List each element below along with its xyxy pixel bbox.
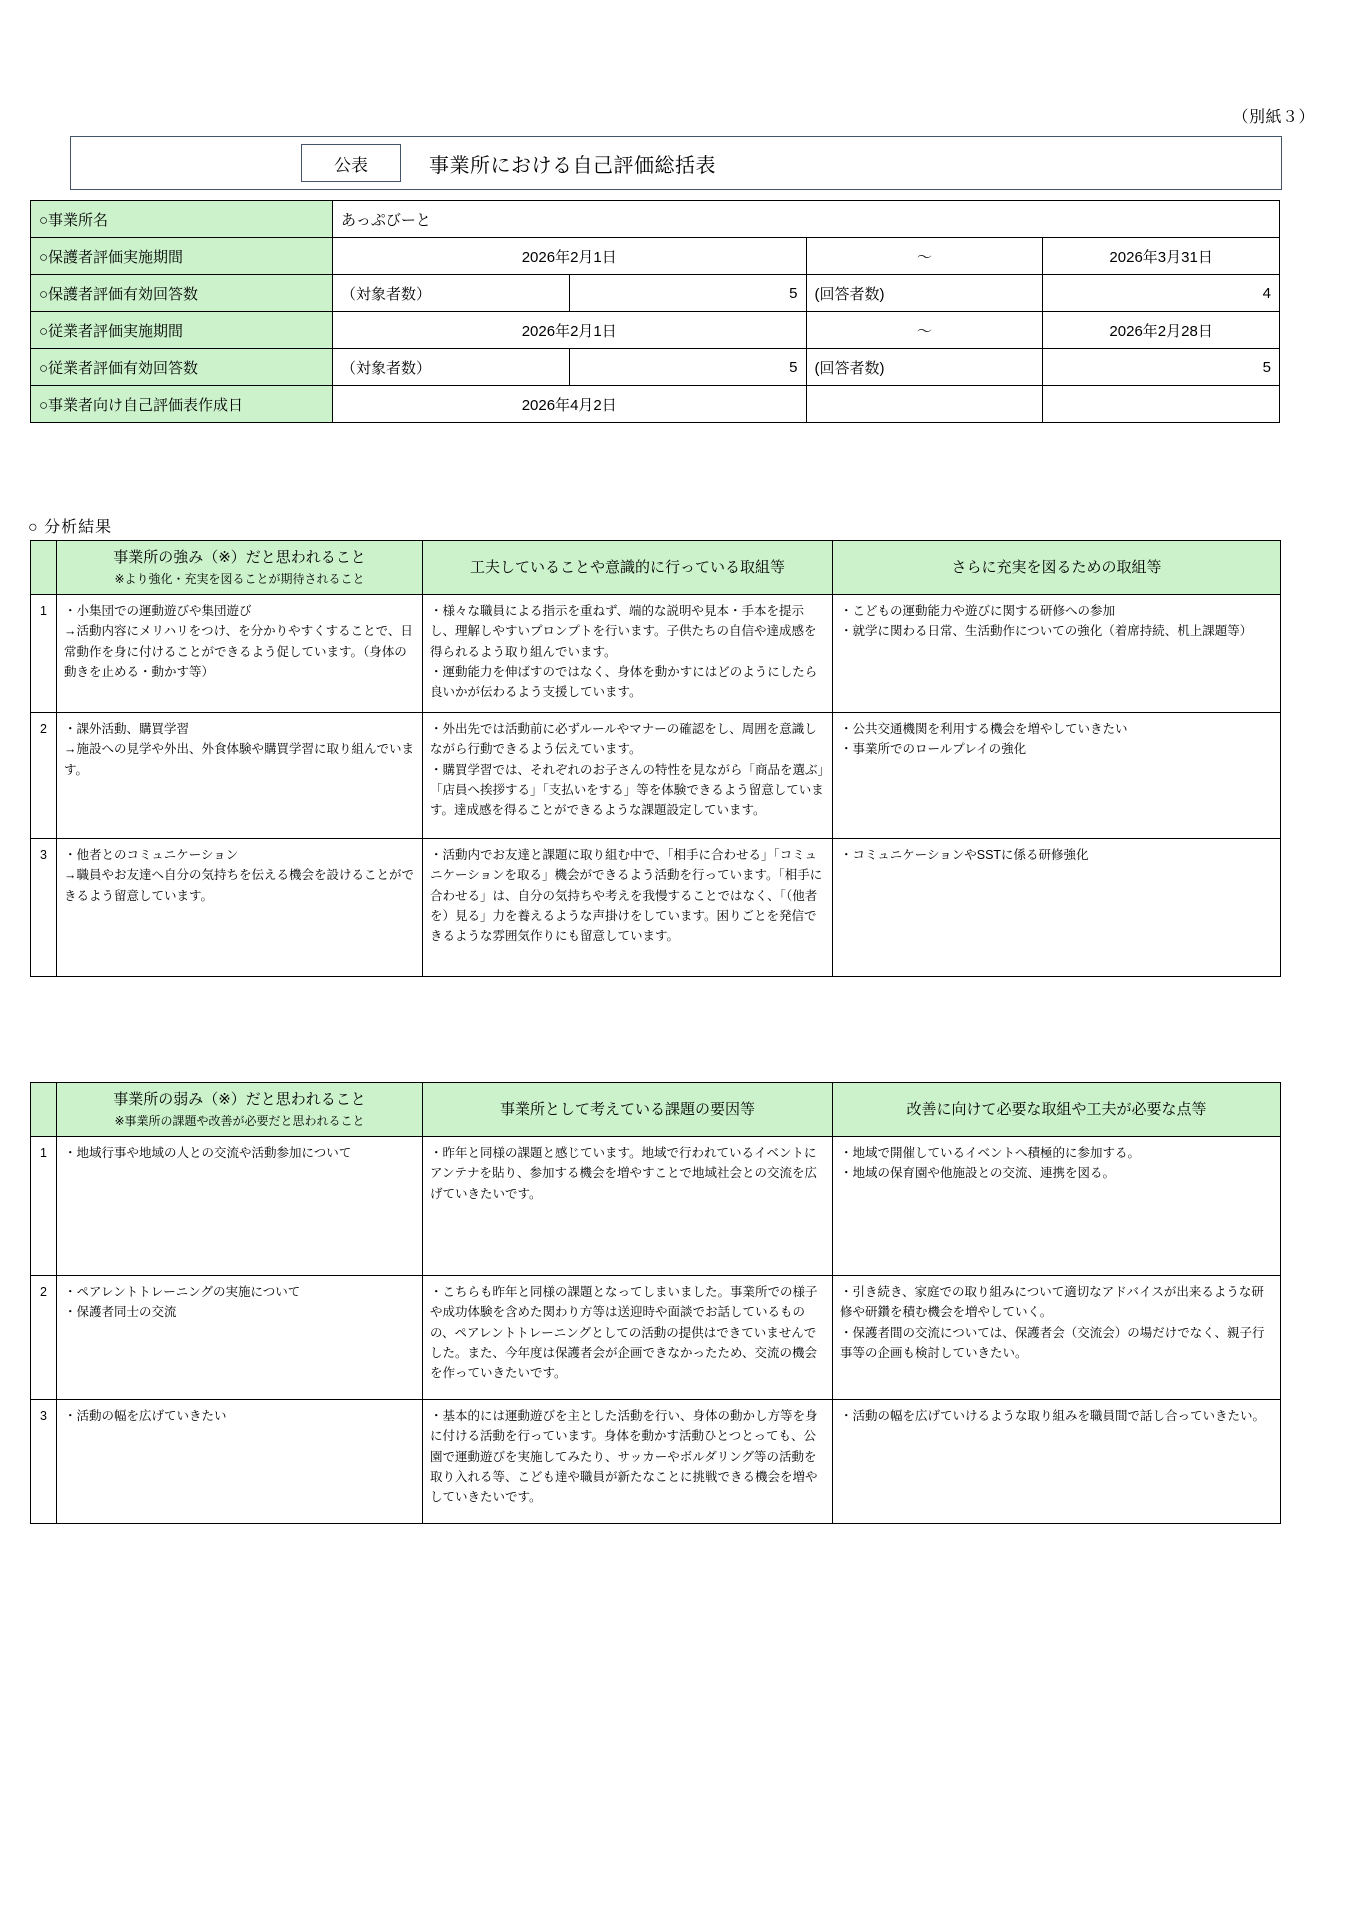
strengths-header-col-c: さらに充実を図るための取組等 [833,541,1281,595]
strengths-row-strength: ・小集団での運動遊びや集団遊び →活動内容にメリハリをつけ、を分かりやすくすることで、日常動作を身に付けることができるよう促しています。（身体の動きを止める・動かす等） [57,595,423,713]
info-label-guardian-target-count: （対象者数） [333,275,570,312]
table-row [31,1400,1281,1524]
strengths-row-number: 2 [31,713,57,839]
info-label-staff-responses: ○従業者評価有効回答数 [31,349,333,386]
strengths-row-improvement: ・コミュニケーションやSSTに係る研修強化 [833,839,1281,977]
publication-badge: 公表 [301,144,401,182]
table-row [31,1276,1281,1400]
strengths-row-strength: ・他者とのコミュニケーション →職員やお友達へ自分の気持ちを伝える機会を設けることができるよう留意しています。 [57,839,423,977]
table-row-guardian-responses [31,275,1280,312]
weaknesses-row-cause: ・基本的には運動遊びを主とした活動を行い、身体の動かし方等を身に付ける活動を行っています。身体を動かす活動ひとつとっても、公園で運動遊びを実施してみたり、サッカーやボルダリング等の活動を取り入れる等、こども達や職員が新たなことに挑戦できる機会を増やしていきたいです。 [423,1400,833,1524]
info-label-guardian-period: ○保護者評価実施期間 [31,238,333,275]
table-row [31,839,1281,977]
info-label-guardian-respondent-count: (回答者数) [806,275,1043,312]
info-value-staff-period-tilde: ～ [806,312,1043,349]
info-value-guardian-period-start: 2026年2月1日 [333,238,807,275]
strengths-table [30,540,1281,977]
info-label-guardian-responses: ○保護者評価有効回答数 [31,275,333,312]
weaknesses-row-number: 3 [31,1400,57,1524]
weaknesses-header-col-a-main: 事業所の弱み（※）だと思われること [113,1090,366,1108]
weaknesses-header-col-a [57,1083,423,1137]
info-value-guardian-period-tilde: ～ [806,238,1043,275]
weaknesses-row-weakness: ・ペアレントトレーニングの実施について ・保護者同士の交流 [57,1276,423,1400]
weaknesses-row-cause: ・こちらも昨年と同様の課題となってしまいました。事業所での様子や成功体験を含めた関わり方等は送迎時や面談でお話しているものの、ペアレントトレーニングとしての活動の提供はできていませんでした。また、今年度は保護者会が企画できなかったため、交流の機会を作っていきたいです。 [423,1276,833,1400]
strengths-header-col-a-main: 事業所の強み（※）だと思われること [113,548,366,566]
strengths-row-improvement: ・こどもの運動能力や遊びに関する研修への参加 ・就学に関わる日常、生活動作についての強化（着席持続、机上課題等） [833,595,1281,713]
strengths-table-body [31,595,1281,977]
document-reference-label: （別紙３） [1232,109,1315,126]
strengths-row-number: 1 [31,595,57,713]
weaknesses-row-number: 1 [31,1137,57,1276]
weaknesses-row-action: ・引き続き、家庭での取り組みについて適切なアドバイスが出来るような研修や研鑽を積む機会を増やしていく。 ・保護者間の交流については、保護者会（交流会）の場だけでなく、親子行事等の企画も検討していきたい。 [833,1276,1281,1400]
weaknesses-header-number [31,1083,57,1137]
strengths-row-effort: ・様々な職員による指示を重ねず、端的な説明や見本・手本を提示し、理解しやすいプロンプトを行います。子供たちの自信や達成感を得られるよう取り組んでいます。 ・運動能力を伸ばすのではなく、身体を動かすにはどのようにしたら良いかが伝わるよう支援しています。 [423,595,833,713]
info-value-facility-name: あっぷびーと [333,201,1280,238]
weaknesses-row-number: 2 [31,1276,57,1400]
table-row [31,713,1281,839]
info-value-staff-period-start: 2026年2月1日 [333,312,807,349]
info-value-staff-period-end: 2026年2月28日 [1043,312,1280,349]
info-value-guardian-period-end: 2026年3月31日 [1043,238,1280,275]
title-banner [70,136,1282,190]
table-row-creation-date [31,386,1280,423]
weaknesses-table [30,1082,1281,1524]
info-value-staff-target-count: 5 [569,349,806,386]
table-row-guardian-period [31,238,1280,275]
strengths-header-col-b: 工夫していることや意識的に行っている取組等 [423,541,833,595]
strengths-row-effort: ・外出先では活動前に必ずルールやマナーの確認をし、周囲を意識しながら行動できるよう伝えています。 ・購買学習では、それぞれのお子さんの特性を見ながら「商品を選ぶ」「店員へ挨拶する」「支払いをする」等を体験できるよう留意しています。達成感を得ることができるような課題設定しています。 [423,713,833,839]
weaknesses-row-action: ・地域で開催しているイベントへ積極的に参加する。 ・地域の保育園や他施設との交流、連携を図る。 [833,1137,1281,1276]
weaknesses-row-cause: ・昨年と同様の課題と感じています。地域で行われているイベントにアンテナを貼り、参加する機会を増やすことで地域社会との交流を広げていきたいです。 [423,1137,833,1276]
strengths-header-col-a [57,541,423,595]
table-row-facility-name [31,201,1280,238]
info-blank-cell-2 [1043,386,1280,423]
strengths-header-col-a-sub: ※より強化・充実を図ることが期待されること [114,571,365,586]
table-row-staff-period [31,312,1280,349]
facility-info-table [30,200,1280,423]
table-row [31,1137,1281,1276]
weaknesses-row-action: ・活動の幅を広げていけるような取り組みを職員間で話し合っていきたい。 [833,1400,1281,1524]
weaknesses-header-row [31,1083,1281,1137]
weaknesses-table-body [31,1137,1281,1524]
weaknesses-header-col-c: 改善に向けて必要な取組や工夫が必要な点等 [833,1083,1281,1137]
strengths-row-improvement: ・公共交通機関を利用する機会を増やしていきたい ・事業所でのロールプレイの強化 [833,713,1281,839]
weaknesses-row-weakness: ・地域行事や地域の人との交流や活動参加について [57,1137,423,1276]
info-blank-cell-1 [806,386,1043,423]
weaknesses-header-col-a-sub: ※事業所の課題や改善が必要だと思われること [114,1113,365,1128]
weaknesses-row-weakness: ・活動の幅を広げていきたい [57,1400,423,1524]
table-row [31,595,1281,713]
page-title: 事業所における自己評価総括表 [429,154,716,177]
info-label-staff-period: ○従業者評価実施期間 [31,312,333,349]
info-label-staff-respondent-count: (回答者数) [806,349,1043,386]
table-row-staff-responses [31,349,1280,386]
info-value-creation-date: 2026年4月2日 [333,386,807,423]
info-value-guardian-respondent-count: 4 [1043,275,1280,312]
info-value-guardian-target-count: 5 [569,275,806,312]
strengths-header-row [31,541,1281,595]
analysis-section-heading: ○ 分析結果 [28,519,113,536]
info-label-facility-name: ○事業所名 [31,201,333,238]
info-label-creation-date: ○事業者向け自己評価表作成日 [31,386,333,423]
info-value-staff-respondent-count: 5 [1043,349,1280,386]
strengths-row-strength: ・課外活動、購買学習 →施設への見学や外出、外食体験や購買学習に取り組んでいます。 [57,713,423,839]
weaknesses-header-col-b: 事業所として考えている課題の要因等 [423,1083,833,1137]
strengths-header-number [31,541,57,595]
info-label-staff-target-count: （対象者数） [333,349,570,386]
strengths-row-effort: ・活動内でお友達と課題に取り組む中で、「相手に合わせる」「コミュニケーションを取る」機会ができるよう活動を行っています。「相手に合わせる」は、自分の気持ちや考えを我慢することではなく、「（他者を）見る」力を養えるような声掛けをしています。困りごとを発信できるような雰囲気作りにも留意しています。 [423,839,833,977]
strengths-row-number: 3 [31,839,57,977]
